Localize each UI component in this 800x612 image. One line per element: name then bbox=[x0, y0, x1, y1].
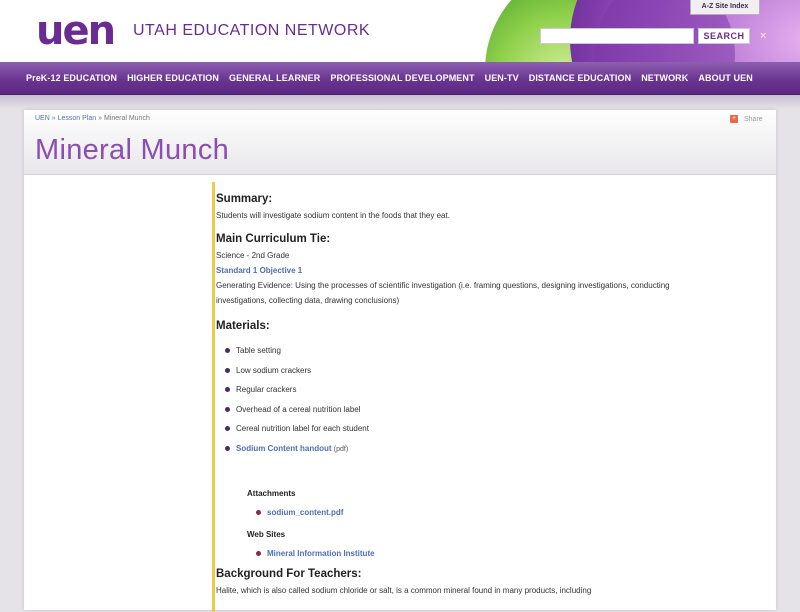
org-name[interactable]: UTAH EDUCATION NETWORK bbox=[133, 22, 371, 39]
share-button[interactable] bbox=[730, 115, 763, 123]
main-nav bbox=[0, 62, 800, 95]
nav-item-distance-education[interactable]: DISTANCE EDUCATION bbox=[528, 73, 632, 83]
list-item bbox=[247, 544, 686, 564]
background-heading: Background For Teachers: bbox=[216, 568, 362, 580]
bullet-icon bbox=[256, 551, 261, 556]
breadcrumb-separator: » bbox=[98, 115, 102, 122]
close-icon[interactable]: × bbox=[760, 30, 767, 42]
search-input[interactable] bbox=[540, 28, 694, 44]
standard-link[interactable]: Standard 1 Objective 1 bbox=[216, 266, 303, 275]
content-accent-bar bbox=[212, 182, 215, 612]
curriculum-grade: Science - 2nd Grade bbox=[216, 251, 290, 260]
attachment-link[interactable]: sodium_content.pdf bbox=[267, 508, 344, 517]
page-title: Mineral Munch bbox=[35, 134, 230, 166]
bullet-icon bbox=[256, 510, 261, 515]
nav-item-about-uen[interactable]: ABOUT UEN bbox=[698, 73, 753, 83]
share-icon: + bbox=[731, 115, 737, 122]
search-button[interactable]: SEARCH bbox=[698, 28, 750, 44]
nav-item-professional-development[interactable]: PROFESSIONAL DEVELOPMENT bbox=[330, 73, 475, 83]
list-item: Cereal nutrition label for each student bbox=[216, 419, 686, 439]
bullet-icon bbox=[225, 446, 230, 451]
websites-list bbox=[247, 544, 686, 564]
list-item: Overhead of a cereal nutrition label bbox=[216, 400, 686, 420]
background-text: Halite, which is also called sodium chloride or salt, is a common mineral found in many products, including bbox=[216, 586, 592, 595]
content-card bbox=[24, 110, 776, 610]
nav-item-general-learner[interactable]: GENERAL LEARNER bbox=[229, 73, 321, 83]
list-item: Table setting bbox=[216, 341, 686, 361]
list-item: Regular crackers bbox=[216, 380, 686, 400]
curriculum-text: Generating Evidence: Using the processes of scientific investigation (i.e. framing questions, designing investigations, conducting investigations, collecting data, drawing conclusions) bbox=[216, 281, 670, 305]
az-site-index-link[interactable]: A-Z Site Index bbox=[690, 0, 760, 15]
websites-heading: Web Sites bbox=[247, 529, 286, 539]
logo-text: uen bbox=[36, 8, 115, 54]
share-label: Share bbox=[744, 115, 763, 123]
breadcrumb-separator: » bbox=[51, 115, 56, 122]
nav-item-higher-education[interactable]: HIGHER EDUCATION bbox=[127, 73, 219, 83]
uen-logo[interactable] bbox=[36, 10, 114, 52]
attachments-heading: Attachments bbox=[247, 489, 296, 498]
bullet-icon bbox=[225, 407, 230, 412]
attachments-section bbox=[247, 486, 686, 563]
bullet-icon bbox=[225, 348, 230, 353]
nav-item-uen-tv[interactable]: UEN-TV bbox=[484, 73, 519, 83]
materials-heading: Materials: bbox=[216, 320, 270, 332]
attachments-list bbox=[247, 503, 686, 523]
bullet-icon bbox=[225, 387, 230, 392]
bullet-icon bbox=[225, 426, 230, 431]
summary-text: Students will investigate sodium content in the foods that they eat. bbox=[216, 211, 450, 220]
curriculum-heading: Main Curriculum Tie: bbox=[216, 233, 331, 245]
nav-shadow bbox=[0, 95, 800, 109]
lesson-content bbox=[216, 190, 686, 598]
page-header bbox=[24, 110, 776, 175]
bullet-icon bbox=[225, 368, 230, 373]
handout-type: (pdf) bbox=[333, 445, 349, 453]
breadcrumb-uen[interactable]: UEN bbox=[35, 115, 50, 122]
nav-item-network[interactable]: NETWORK bbox=[641, 73, 689, 83]
site-header bbox=[0, 0, 800, 62]
breadcrumb-current: Mineral Munch bbox=[103, 115, 150, 122]
nav-item-prek12[interactable]: PreK-12 EDUCATION bbox=[26, 73, 118, 83]
website-link[interactable]: Mineral Information Institute bbox=[267, 548, 375, 558]
list-item bbox=[216, 439, 686, 459]
materials-list bbox=[216, 341, 686, 458]
list-item: Low sodium crackers bbox=[216, 361, 686, 381]
summary-heading: Summary: bbox=[216, 193, 273, 205]
breadcrumb bbox=[35, 115, 150, 122]
breadcrumb-lesson-plan[interactable]: Lesson Plan bbox=[57, 115, 97, 122]
list-item bbox=[247, 503, 686, 523]
handout-link[interactable]: Sodium Content handout bbox=[236, 443, 332, 453]
